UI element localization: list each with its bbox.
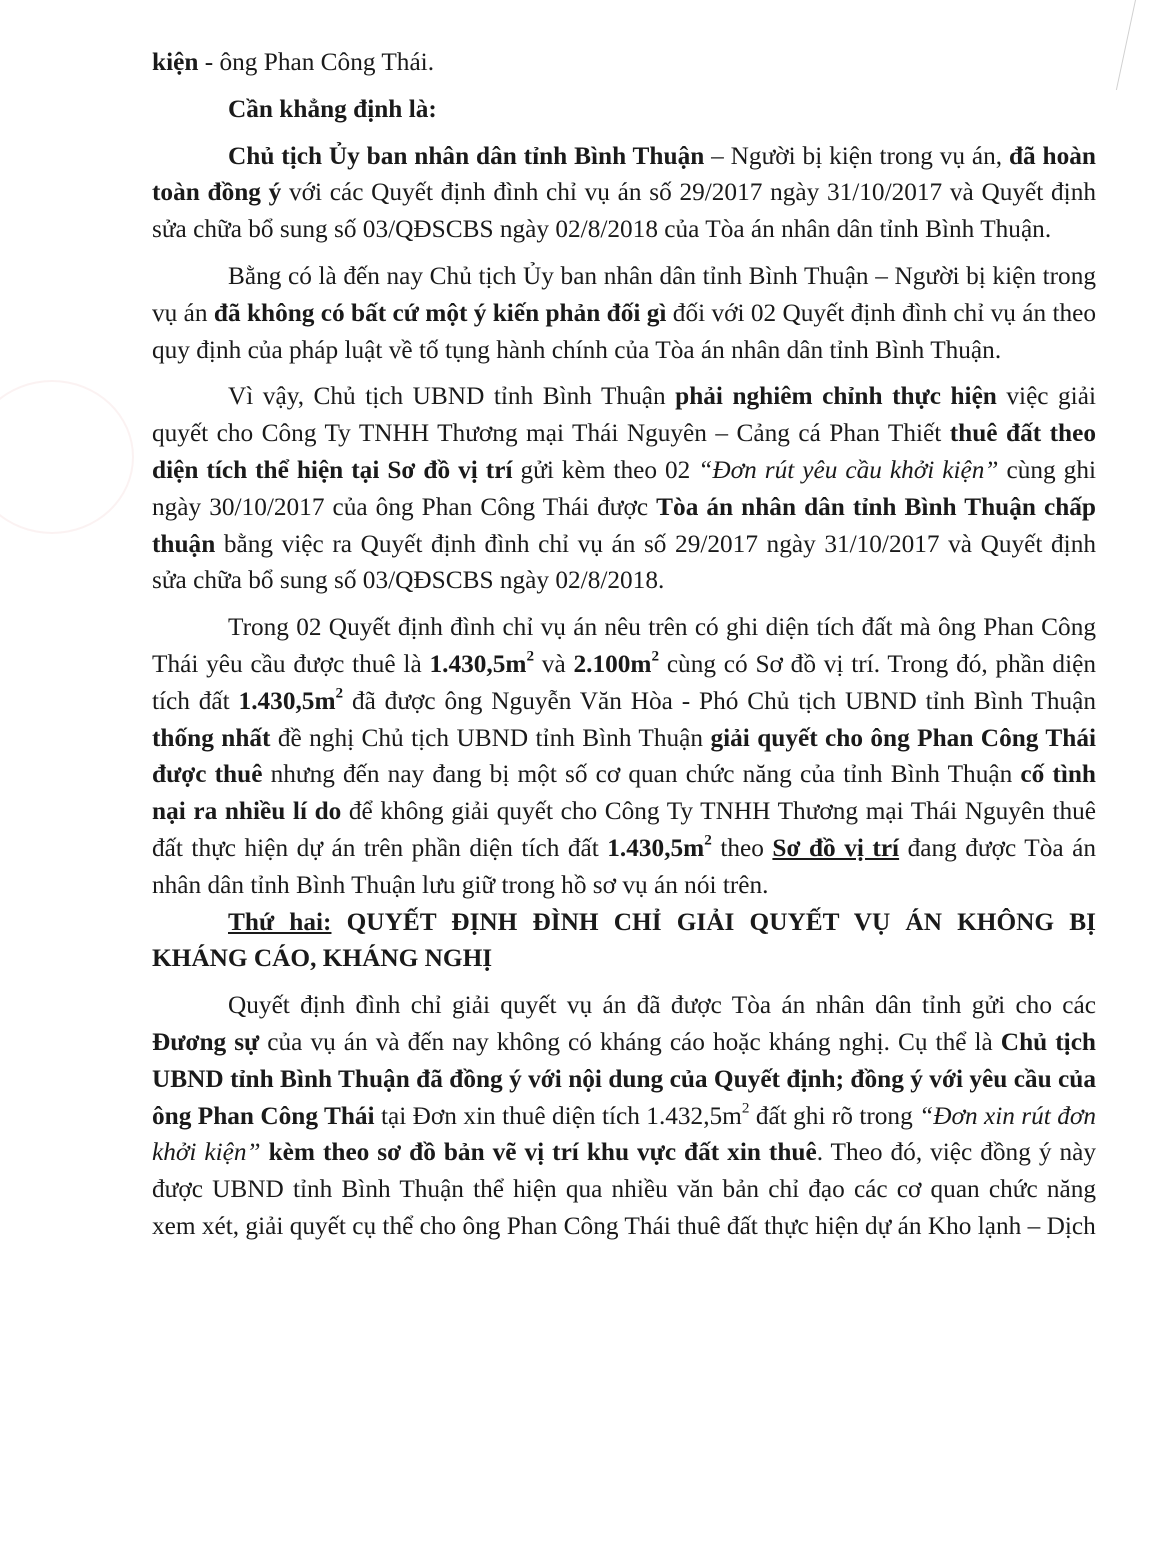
decision-sup: 2 — [741, 1099, 750, 1117]
therefore-text-1: Vì vậy, Chủ tịch UBND tỉnh Bình Thuận — [228, 382, 676, 411]
document-page — [152, 44, 1096, 1245]
paragraph-chairman — [152, 138, 1096, 248]
paragraph-opening — [152, 44, 1096, 81]
opening-bold: kiện — [152, 48, 199, 76]
decision-text-3: của vụ án và đến nay không có kháng cáo hoặc kháng nghị. Cụ thể là — [259, 1027, 1001, 1056]
area-value-4 — [607, 831, 712, 862]
area-bold-7: giải quyết cho ông Phan Công Thái được thuê — [152, 723, 1096, 789]
therefore-text-5: gửi kèm theo 02 — [512, 455, 699, 484]
paragraph-therefore — [152, 378, 1096, 599]
area-value-1-number: 1.430,5m — [429, 649, 527, 678]
area-bold-5: thống nhất — [152, 723, 271, 752]
section-heading — [152, 904, 1096, 978]
decision-text-5: tại Đơn xin thuê diện tích 1.432,5m — [374, 1101, 742, 1130]
heading-label: Thứ hai: — [228, 907, 332, 936]
therefore-text-3: việc giải quyết cho Công Ty TNHH Thương mại Thái Nguyên – Cảng cá Phan Thiết — [152, 382, 1096, 448]
decision-bold-9: kèm theo sơ đồ bản vẽ vị trí khu vực đất xin thuê — [268, 1138, 817, 1167]
decision-italic-7: “Đơn xin rút đơn khởi kiện” — [152, 1101, 1097, 1167]
chairman-bold-3: đã hoàn toàn đồng ý — [152, 141, 1096, 207]
area-text-11: theo — [711, 833, 773, 862]
therefore-bold-4: thuê đất theo diện tích thể hiện tại Sơ đồ vị trí — [152, 419, 1096, 484]
confirm-text: Cần khẳng định là: — [228, 94, 437, 123]
area-value-1-sup: 2 — [526, 647, 535, 665]
decision-text-1: Quyết định đình chỉ giải quyết vụ án đã được Tòa án nhân dân tỉnh gửi cho các — [228, 991, 1096, 1020]
area-text-4: đã được ông Nguyễn Văn Hòa - Phó Chủ tịch UBND tỉnh Bình Thuận — [343, 686, 1096, 715]
page-corner-fold — [1116, 0, 1176, 90]
therefore-text-9: bằng việc ra Quyết định đình chỉ vụ án số 29/2017 ngày 31/10/2017 và Quyết định sửa chữa bổ sung số 03/QĐSCBS ngày 02/8/2018. — [152, 529, 1096, 595]
area-value-3 — [238, 684, 344, 715]
area-text-6: đề nghị Chủ tịch UBND tỉnh Bình Thuận — [270, 723, 711, 752]
evidence-bold-2: đã không có bất cứ một ý kiến phản đối gì — [213, 298, 667, 327]
chairman-text-4: với các Quyết định đình chỉ vụ án số 29/2017 ngày 31/10/2017 và Quyết định sửa chữa bổ sung số 03/QĐSCBS ngày 02/8/2018 của Tòa án nhân dân tỉnh Bình Thuận. — [152, 178, 1096, 244]
area-value-4-sup: 2 — [704, 831, 712, 849]
area-bold-9: cố tình nại ra nhiều lí do — [152, 760, 1096, 826]
area-underlined-12: Sơ đồ vị trí — [772, 833, 900, 862]
decision-text-6: đất ghi rõ trong — [749, 1101, 920, 1130]
faded-stamp-mark — [0, 380, 134, 534]
paragraph-decision — [152, 987, 1096, 1245]
decision-bold-2: Đương sự — [152, 1027, 260, 1056]
area-value-4-number: 1.430,5m — [607, 833, 705, 862]
area-value-2 — [573, 647, 660, 678]
area-text-13: đang được Tòa án nhân dân tỉnh Bình Thuận lưu giữ trong hồ sơ vụ án nói trên. — [152, 833, 1097, 899]
decision-space-8 — [261, 1138, 269, 1166]
chairman-bold-1: Chủ tịch Ủy ban nhân dân tỉnh Bình Thuận — [228, 141, 705, 170]
area-value-2-number: 2.100m — [573, 649, 652, 678]
therefore-italic-6: “Đơn rút yêu cầu khởi kiện” — [698, 455, 999, 484]
therefore-bold-8: Tòa án nhân dân tỉnh Bình Thuận chấp thuận — [152, 492, 1096, 558]
therefore-bold-2: phải nghiêm chỉnh thực hiện — [675, 382, 997, 411]
area-text-2: và — [534, 649, 574, 678]
paragraph-area — [152, 609, 1096, 903]
paragraph-confirm — [152, 91, 1096, 128]
area-text-10: để không giải quyết cho Công Ty TNHH Thương mại Thái Nguyên thuê đất thực hiện dự án trên phần diện tích đất — [152, 797, 1096, 862]
area-value-3-number: 1.430,5m — [238, 686, 336, 715]
paragraph-evidence — [152, 258, 1096, 368]
area-value-2-sup: 2 — [651, 647, 660, 665]
evidence-text-1: Bằng có là đến nay Chủ tịch Ủy ban nhân dân tỉnh Bình Thuận – Người bị kiện trong vụ án — [152, 261, 1096, 327]
therefore-text-7: cùng ghi ngày 30/10/2017 của ông Phan Công Thái được — [152, 455, 1096, 521]
area-value-3-sup: 2 — [335, 684, 344, 702]
area-text-8: nhưng đến nay đang bị một số cơ quan chức năng của tỉnh Bình Thuận — [262, 760, 1021, 789]
evidence-text-3: đối với 02 Quyết định đình chỉ vụ án theo quy định của pháp luật về tố tụng hành chính của Tòa án nhân dân tỉnh Bình Thuận. — [152, 298, 1096, 364]
decision-text-10: . Theo đó, việc đồng ý này được UBND tỉnh Bình Thuận thể hiện qua nhiều văn bản chỉ đạo các cơ quan chức năng xem xét, giải quyết cụ thể cho ông Phan Công Thái thuê đất thực hiện dự án Kho lạnh – Dịch — [152, 1138, 1096, 1240]
opening-rest: - ông Phan Công Thái. — [198, 48, 435, 76]
heading-text: QUYẾT ĐỊNH ĐÌNH CHỈ GIẢI QUYẾT VỤ ÁN KHÔNG BỊ KHÁNG CÁO, KHÁNG NGHỊ — [152, 907, 1096, 973]
area-text-1: Trong 02 Quyết định đình chỉ vụ án nêu trên có ghi diện tích đất mà ông Phan Công Thái yêu cầu được thuê là — [152, 613, 1096, 678]
area-value-1 — [429, 647, 535, 678]
decision-bold-4: Chủ tịch UBND tỉnh Bình Thuận đã đồng ý với nội dung của Quyết định; đồng ý với yêu cầu của ông Phan Công Thái — [152, 1027, 1096, 1130]
area-text-3: cùng có Sơ đồ vị trí. Trong đó, phần diện tích đất — [152, 649, 1096, 715]
chairman-text-2: – Người bị kiện trong vụ án, — [704, 141, 1009, 170]
